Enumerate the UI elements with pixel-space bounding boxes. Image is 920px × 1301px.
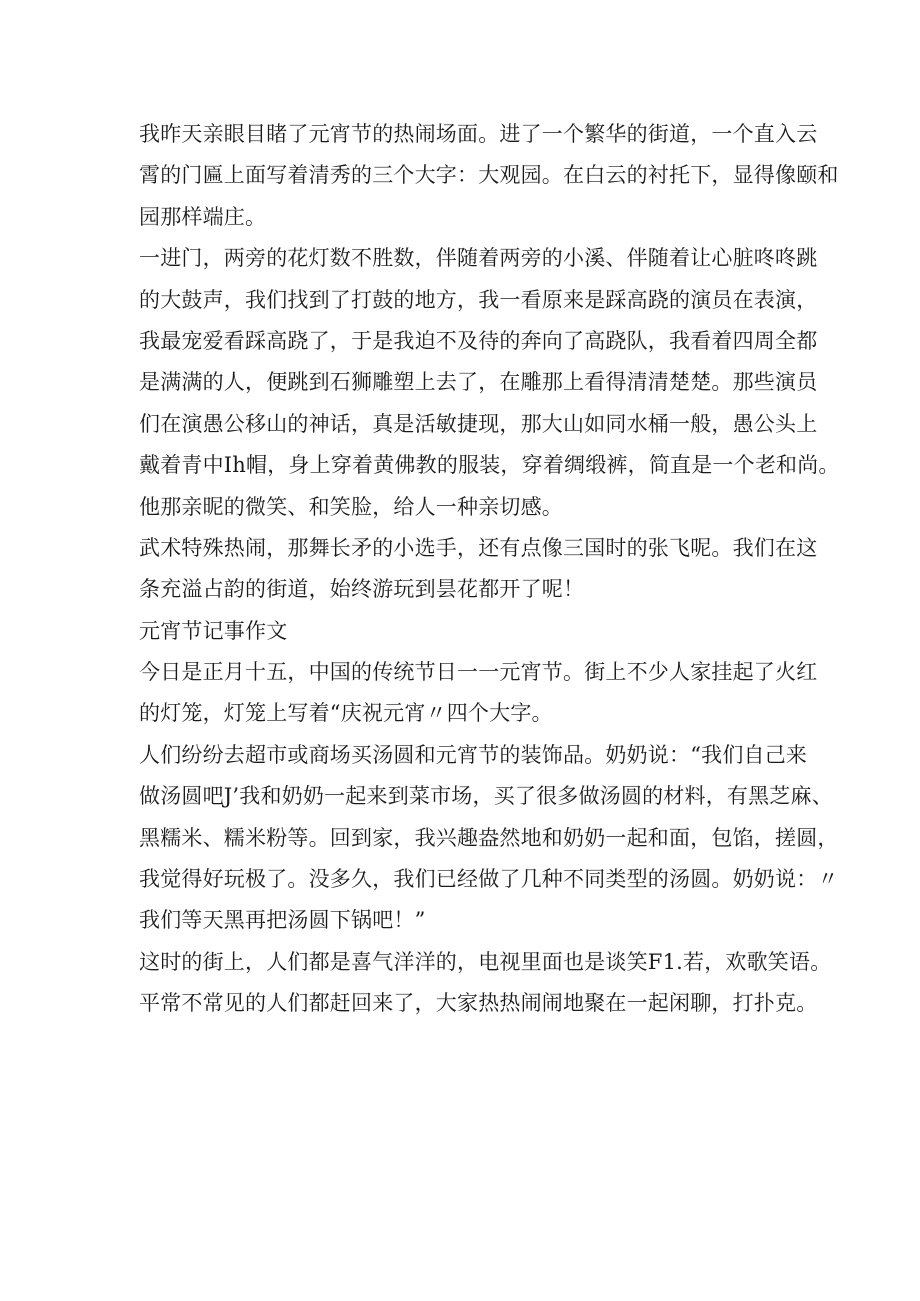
text-line: 条充溢占韵的街道，始终游玩到昙花都开了呢！ (139, 577, 585, 602)
document-body (139, 114, 840, 1025)
text-line: 是满满的人，便跳到石狮雕塑上去了，在雕那上看得清清楚楚。那些演员 (139, 370, 818, 395)
text-line: 园那样端庄。 (139, 204, 267, 229)
text-line: 一进门，两旁的花灯数不胜数，伴随着两旁的小溪、伴随着让心脏咚咚跳 (139, 246, 818, 271)
text-line: 平常不常见的人们都赶回来了，大家热热闹闹地聚在一起闲聊，打扑克。 (139, 991, 818, 1016)
text-line: 这时的街上，人们都是喜气洋洋的，电视里面也是谈笑F1.若，欢歌笑语。 (139, 949, 832, 974)
text-line: 黑糯米、糯米粉等。回到家，我兴趣盎然地和奶奶一起和面，包馅，搓圆， (139, 825, 839, 850)
text-line: 霄的门匾上面写着清秀的三个大字：大观园。在白云的衬托下，显得像颐和 (139, 163, 839, 188)
text-line: 的大鼓声，我们找到了打鼓的地方，我一看原来是踩高跷的演员在表演， (139, 287, 818, 312)
text-line: 今日是正月十五，中国的传统节日一一元宵节。街上不少人家挂起了火红 (139, 660, 818, 685)
text-line: 他那亲昵的微笑、和笑脸，给人一种亲切感。 (139, 494, 563, 519)
text-line: 们在演愚公移山的神话，真是活敏捷现，那大山如同水桶一般，愚公头上 (139, 411, 818, 436)
text-line: 武术特殊热闹，那舞长矛的小选手，还有点像三国时的张飞呢。我们在这 (139, 535, 818, 560)
text-line: 做汤圆吧J’我和奶奶一起来到菜市场，买了很多做汤圆的材料，有黑芝麻、 (139, 784, 833, 809)
text-line: 人们纷纷去超市或商场买汤圆和元宵节的装饰品。奶奶说：“我们自己来 (139, 742, 808, 767)
text-line: 我们等天黑再把汤圆下锅吧！” (139, 908, 426, 933)
text-line: 我觉得好玩极了。没多久，我们已经做了几种不同类型的汤圆。奶奶说：〃 (139, 867, 839, 892)
text-line: 的灯笼，灯笼上写着“庆祝元宵〃四个大字。 (139, 701, 553, 726)
section-heading: 元宵节记事作文 (139, 618, 288, 643)
text-line: 戴着青中Ih帽，身上穿着黄佛教的服装，穿着绸缎裤，简直是一个老和尚。 (139, 453, 840, 478)
text-line: 我最宠爱看踩高跷了，于是我迫不及待的奔向了高跷队，我看着四周全都 (139, 328, 818, 353)
text-line: 我昨天亲眼目睹了元宵节的热闹场面。进了一个繁华的街道，一个直入云 (139, 122, 818, 146)
